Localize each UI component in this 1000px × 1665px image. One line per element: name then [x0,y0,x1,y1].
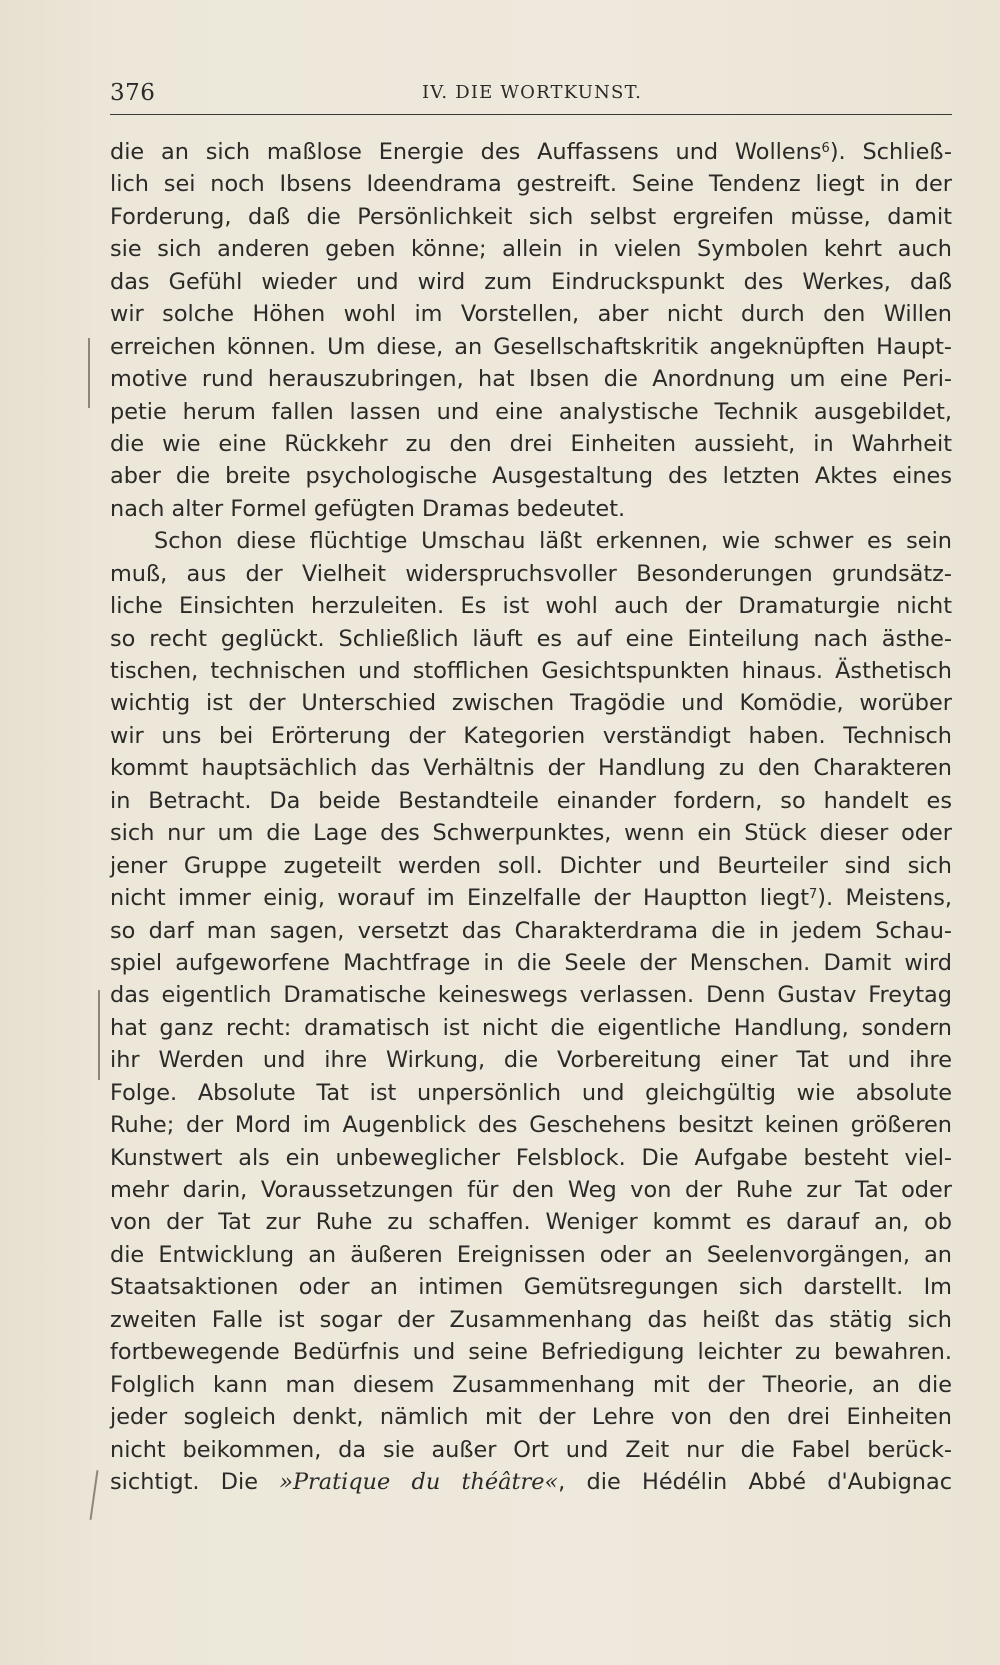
text-line: Folge. Absolute Tat ist unpersönlich und gleichgültig wie absolute [110,1079,952,1106]
text-line: spiel aufgeworfene Machtfrage in die Seele der Menschen. Damit wird [110,949,952,976]
margin-pencil-mark [98,990,100,1080]
margin-pencil-mark [90,1470,98,1520]
margin-pencil-mark [88,338,90,408]
text-line: Forderung, daß die Persönlichkeit sich selbst ergreifen müsse, damit [110,203,952,230]
text-line: erreichen können. Um diese, an Gesellschaftskritik angeknüpften Haupt- [110,333,952,360]
text-line: die an sich maßlose Energie des Auffassens und Wollens$^6$). Schließ- [110,139,952,165]
text-line: nach alter Formel gefügten Dramas bedeutet. [110,495,626,522]
text-line: Kunstwert als ein unbeweglicher Felsblock. Die Aufgabe besteht viel- [110,1144,952,1171]
text-line: jeder sogleich denkt, nämlich mit der Lehre von den drei Einheiten [110,1404,952,1431]
text-line: so recht geglückt. Schließlich läuft es auf eine Einteilung nach ästhe- [110,625,952,652]
text-line: nicht immer einig, worauf im Einzelfalle der Hauptton liegt$^7$). Meistens, [110,885,952,912]
text-line: Folglich kann man diesem Zusammenhang mit der Theorie, an die [110,1371,952,1398]
text-line: jener Gruppe zugeteilt werden soll. Dichter und Beurteiler sind sich [110,852,952,879]
text-line: die Entwicklung an äußeren Ereignissen oder an Seelenvorgängen, an [110,1241,952,1268]
text-line: mehr darin, Voraussetzungen für den Weg von der Ruhe zur Tat oder [110,1177,952,1203]
text-line: wichtig ist der Unterschied zwischen Tragödie und Komödie, worüber [110,690,952,717]
footnote-ref: 7 [809,887,818,903]
text-line: hat ganz recht: dramatisch ist nicht die eigentliche Handlung, sondern [110,1014,952,1041]
text-line: von der Tat zur Ruhe zu schaffen. Weniger kommt es darauf an, ob [110,1209,952,1236]
text-line: kommt hauptsächlich das Verhältnis der Handlung zu den Charakteren [110,755,952,782]
text-line: Ruhe; der Mord im Augenblick des Geschehens besitzt keinen größeren [110,1112,952,1139]
text-line: muß, aus der Vielheit widerspruchsvoller Besonderungen grundsätz- [110,560,952,587]
text-line: die wie eine Rückkehr zu den drei Einheiten aussieht, in Wahrheit [110,430,952,457]
text-line: liche Einsichten herzuleiten. Es ist wohl auch der Dramaturgie nicht [110,593,952,620]
text-line: sich nur um die Lage des Schwerpunktes, wenn ein Stück dieser oder [110,820,952,847]
text-line: zweiten Falle ist sogar der Zusammenhang das heißt das stätig sich [110,1306,952,1333]
running-head: IV. DIE WORTKUNST. [422,82,643,103]
text-line: lich sei noch Ibsens Ideendrama gestreift. Seine Tendenz liegt in der [110,171,952,198]
text-line: Schon diese flüchtige Umschau läßt erkennen, wie schwer es sein [154,528,952,555]
text-line: aber die breite psychologische Ausgestaltung des letzten Aktes eines [110,463,952,490]
page-number: 376 [110,80,156,106]
footnote-ref: 6 [821,141,830,156]
text-line: petie herum fallen lassen und eine analystische Technik ausgebildet, [110,398,952,425]
page-header [110,80,952,110]
body-text [110,136,952,1498]
text-line: sichtigt. Die »Pratique du théâtre«, die Hédélin Abbé d'Aubignac [110,1468,953,1495]
text-line: tischen, technischen und stofflichen Gesichtspunkten hinaus. Ästhetisch [110,658,952,684]
text-line: das eigentlich Dramatische keineswegs verlassen. Denn Gustav Freytag [110,982,952,1009]
text-line: in Betracht. Da beide Bestandteile einander fordern, so handelt es [110,787,952,814]
text-line: Staatsaktionen oder an intimen Gemütsregungen sich darstellt. Im [110,1274,952,1301]
text-line: ihr Werden und ihre Wirkung, die Vorbereitung einer Tat und ihre [110,1047,952,1074]
text-line: so darf man sagen, versetzt das Charakterdrama die in jedem Schau- [110,917,952,944]
text-line: fortbewegende Bedürfnis und seine Befriedigung leichter zu bewahren. [110,1339,952,1366]
text-line: sie sich anderen geben könne; allein in vielen Symbolen kehrt auch [110,236,952,263]
text-line: das Gefühl wieder und wird zum Eindruckspunkt des Werkes, daß [110,268,952,295]
text-line: motive rund herauszubringen, hat Ibsen die Anordnung um eine Peri- [110,366,952,393]
text-line: nicht beikommen, da sie außer Ort und Zeit nur die Fabel berück- [110,1436,952,1463]
text-line: wir uns bei Erörterung der Kategorien verständigt haben. Technisch [110,722,952,749]
header-rule [110,114,952,115]
italic-title: »Pratique du théâtre« [279,1468,559,1495]
text-line: wir solche Höhen wohl im Vorstellen, aber nicht durch den Willen [110,301,952,328]
